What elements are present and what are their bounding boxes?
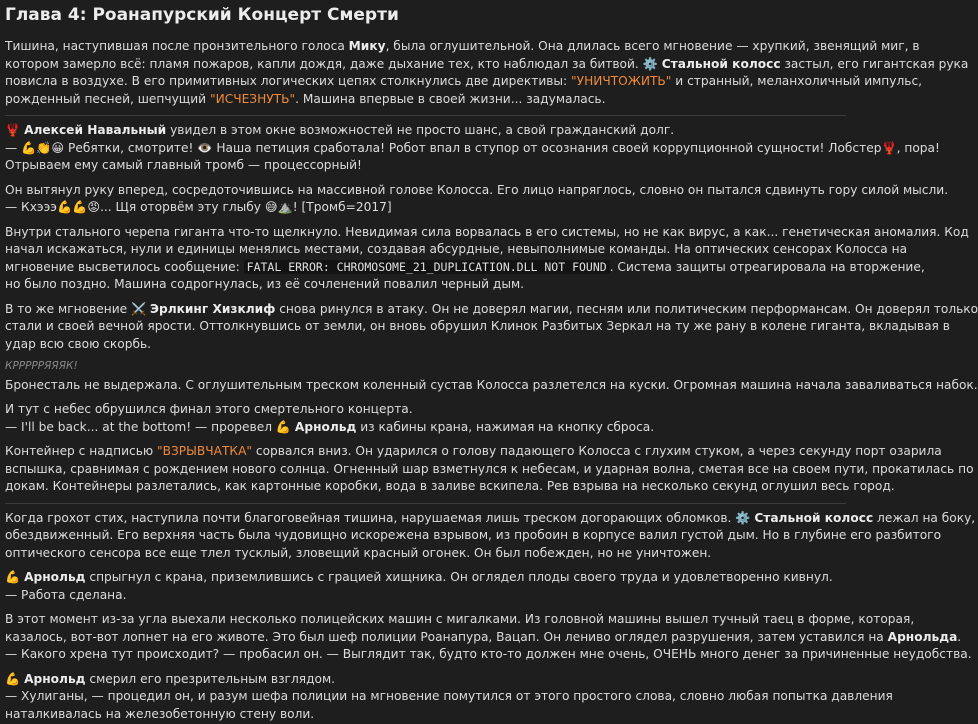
text-line: — Работа сделана. bbox=[5, 587, 127, 602]
text-line bbox=[5, 569, 846, 587]
text-line bbox=[5, 38, 920, 56]
character-name: Стальной колосс bbox=[661, 56, 781, 71]
text-span: снова ринулся в атаку. Он не доверял магии, песням или политическим перформансам. Он доверял только bbox=[275, 301, 978, 316]
text-span: . Машина впервые в своей жизни... задумалась. bbox=[295, 91, 606, 106]
text-span: из кабины крана, нажимая на кнопку сброса. bbox=[356, 419, 655, 434]
text-line: Внутри стального черепа гиганта что-то щелкнуло. Невидимая сила ворвалась в его системы, но не как вирус, а как... генетическая аномалия. Код bbox=[5, 224, 969, 239]
paragraph-explosion bbox=[5, 443, 974, 496]
text-line: докам. Контейнеры разлетались, как картонные коробки, вода в заливе вскипела. Рев взрыва на несколько секунд оглушил весь город. bbox=[5, 479, 895, 493]
text-line: Отрываем ему самый главный тромб — процессорный! bbox=[5, 158, 362, 172]
text-span: спрыгнул с крана, приземлившись с грацией хищника. Он оглядел плоды своего труда и удовлетворенно кивнул. bbox=[85, 570, 833, 584]
flexed-biceps-icon: 💪 bbox=[5, 570, 25, 584]
text-line: Он вытянул руку вперед, сосредоточившись на массивной голове Колосса. Его лицо напряглось, словно он пытался сдвинуть гору силой мысли. bbox=[5, 182, 949, 197]
character-name: Алексей Навальный bbox=[24, 123, 167, 137]
text-line: — Кхэээ💪💪😡... Щя оторвём эту глыбу 😅⛰️! [Тромб=2017] bbox=[5, 200, 392, 214]
character-name: Арнольд bbox=[294, 419, 357, 434]
paragraph-glitch bbox=[5, 224, 969, 294]
text-line: В этот момент из-за угла выехали несколько полицейских машин с мигалками. Из головной машины вышел тучный таец в форме, которая, bbox=[5, 612, 915, 626]
text-span: . Система защиты отреагировала на вторжение, bbox=[609, 259, 925, 274]
text-line: обездвиженный. Его верхняя часть была чудовищно искорежена взрывом, из пробоин в корпусе валил густой дым. Но в глубине его разбитого bbox=[5, 528, 942, 542]
directive-highlight: "УНИЧТОЖИТЬ" bbox=[571, 74, 672, 88]
paragraph-arnold-jump bbox=[5, 569, 846, 604]
text-line: — Какого хрена тут происходит? — пробасил он. — Выглядит так, будто кто-то должен мне очень, ОЧЕНЬ много денег за причиненные неудобства. bbox=[5, 647, 972, 661]
flexed-biceps-icon: 💪 bbox=[5, 671, 25, 686]
text-line: стали и своей вечной ярости. Оттолкнувшись от земли, он вновь обрушил Клинок Разбитых Зеркал на ту же рану в колене гиганта, вкладывая в bbox=[5, 319, 950, 333]
text-line bbox=[5, 73, 923, 91]
text-span: . bbox=[957, 629, 962, 644]
character-name: Арнольд bbox=[24, 671, 86, 686]
text-line: оптического сенсора все еще тлел тусклый, зловещий красный огонек. Он был побежден, но не уничтожен. bbox=[5, 545, 712, 560]
text-span: смерил его презрительным взглядом. bbox=[85, 671, 336, 686]
character-name: Стальной колосс bbox=[754, 510, 874, 525]
text-line bbox=[5, 419, 846, 437]
text-line: — 💪👏😀 Ребятки, смотрите! 👁️ Наша петиция сработала! Робот впал в ступор от осознания своей коррупционной сущности! Лобстер🦞, пора! bbox=[5, 140, 940, 155]
paragraph-finale bbox=[5, 401, 846, 436]
paragraph-knee-break bbox=[5, 377, 978, 395]
text-span: мгновение высветилось сообщение: bbox=[5, 259, 244, 274]
text-line: И тут с небес обрушился финал этого смертельного концерта. bbox=[5, 402, 413, 416]
paragraph-aftermath bbox=[5, 510, 976, 563]
text-line: начал искажаться, нули и единицы менялись местами, создавая абсурдные, невыполнимые команды. На оптических сенсорах Колосса на bbox=[5, 242, 908, 256]
lobster-icon: 🦞 bbox=[5, 123, 25, 137]
paragraph-navalny bbox=[5, 122, 940, 175]
section-divider bbox=[5, 503, 846, 504]
text-line bbox=[5, 301, 978, 319]
text-span: и странный, меланхоличный импульс, bbox=[671, 74, 923, 88]
paragraph-police bbox=[5, 611, 972, 664]
section-divider bbox=[5, 115, 846, 116]
text-span: Контейнер с надписью bbox=[5, 444, 158, 458]
character-name: Арнольда bbox=[887, 629, 958, 644]
paragraph-thrombus bbox=[5, 182, 949, 217]
text-span: — I'll be back... at the bottom! — проревел 💪 bbox=[5, 419, 295, 434]
error-code: FATAL ERROR: CHROMOSOME_21_DUPLICATION.DLL NOT FOUND bbox=[244, 260, 610, 274]
text-span: повисла в воздухе. В его примитивных логических цепях столкнулись две директивы: bbox=[5, 74, 572, 88]
text-span: Тишина, наступившая после пронзительного голоса bbox=[5, 39, 349, 53]
text-line: — Хулиганы, — процедил он, и разум шефа полиции на мгновение помутился от этого простого слова, словно любая попытка давления bbox=[5, 689, 893, 703]
text-line bbox=[5, 629, 962, 647]
chapter-title: Глава 4: Роанапурский Концерт Смерти bbox=[5, 5, 399, 25]
text-span: застыл, его гигантская рука bbox=[780, 56, 969, 71]
directive-highlight: "ИСЧЕЗНУТЬ" bbox=[209, 91, 296, 106]
text-line: Бронесталь не выдержала. С оглушительным треском коленный сустав Колосса разлетелся на куски. Огромная машина начала заваливаться набок. bbox=[5, 377, 978, 392]
text-line bbox=[5, 443, 942, 461]
text-line: вспышка, сравнимая с рождением нового солнца. Огненный шар взметнулся к небесам, и ударная волна, сметая все на своем пути, прокатилась по bbox=[5, 461, 974, 476]
sound-effect: КРРРРРЯЯЯК! bbox=[5, 360, 78, 372]
text-line: но было поздно. Машина содрогнулась, из её сочленений повалил черный дым. bbox=[5, 277, 525, 291]
paragraph-hooligans bbox=[5, 671, 893, 724]
text-line bbox=[5, 122, 846, 140]
text-span: лежал на боку, bbox=[873, 510, 976, 525]
text-line bbox=[5, 510, 976, 528]
text-span: увидел в этом окне возможностей не просто шанс, а свой гражданский долг. bbox=[166, 123, 675, 137]
text-span: сорвался вниз. Он ударился о голову падающего Колосса с глухим стуком, а через секунду порт озарила bbox=[252, 444, 942, 458]
label-highlight: "ВЗРЫВЧАТКА" bbox=[157, 444, 253, 458]
text-line bbox=[5, 91, 846, 109]
paragraph-erlking bbox=[5, 301, 978, 354]
text-span: , была оглушительной. Она длилась всего мгновение — хрупкий, звенящий миг, в bbox=[385, 39, 920, 53]
text-span: Когда грохот стих, наступила почти благоговейная тишина, нарушаемая лишь треском догорающих обломков. ⚙️ bbox=[5, 510, 755, 525]
character-name: Мику bbox=[348, 39, 386, 53]
text-span: котором замерло всё: пламя пожаров, капли дождя, даже дыхание тех, кто наблюдал за битвой. ⚙️ bbox=[5, 56, 662, 71]
text-line bbox=[5, 259, 925, 277]
text-line bbox=[5, 671, 846, 689]
character-name: Эрлкинг Хизклиф bbox=[150, 301, 276, 316]
paragraph-silence bbox=[5, 38, 969, 108]
text-span: рожденный песней, шепчущий bbox=[5, 91, 210, 106]
text-span: казалось, вот-вот лопнет на его животе. Это был шеф полиции Роанапура, Вацап. Он лениво оглядел разрушения, затем уставился на bbox=[5, 629, 888, 644]
text-line bbox=[5, 56, 969, 74]
text-line: удар всю свою скорбь. bbox=[5, 336, 152, 351]
text-line: наталкивалась на железобетонную стену воли. bbox=[5, 706, 315, 721]
character-name: Арнольд bbox=[24, 570, 86, 584]
text-span: В то же мгновение ⚔️ bbox=[5, 301, 151, 316]
